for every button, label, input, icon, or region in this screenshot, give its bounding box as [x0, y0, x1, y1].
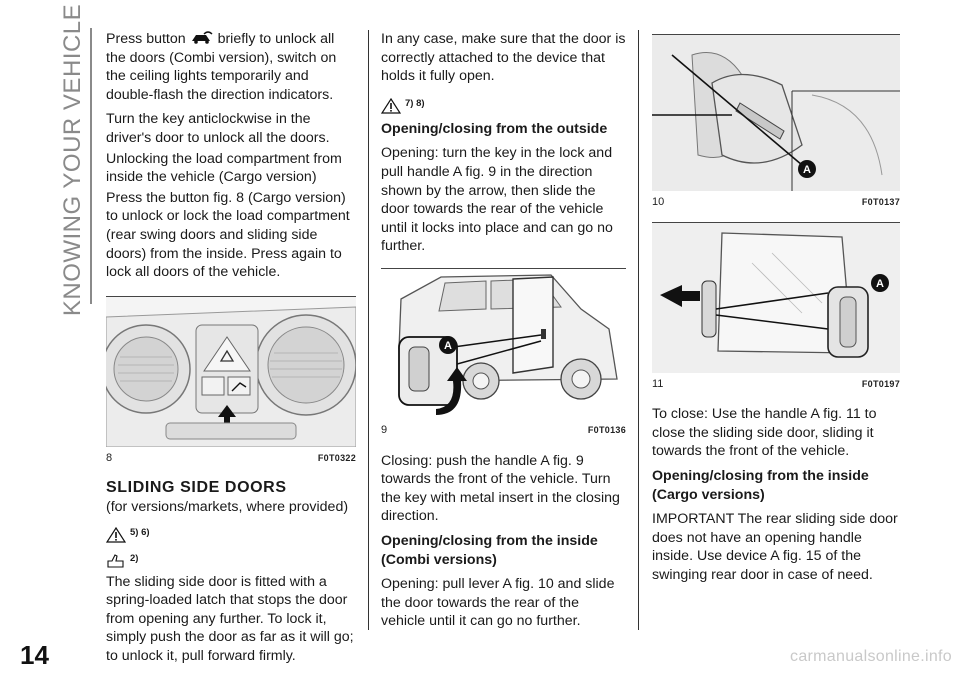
- heading-note: (for versions/markets, where provided): [106, 498, 349, 515]
- info-hand-icon: [106, 553, 126, 569]
- section-title: [56, 3, 90, 317]
- column-2: [381, 30, 626, 637]
- callout-a: A: [803, 164, 811, 176]
- figure-caption: [106, 449, 356, 468]
- column-divider: [368, 30, 369, 630]
- paragraph: Opening: pull lever A fig. 10 and slide the door towards the rear of the vehicle until it can go no further.: [381, 576, 615, 630]
- paragraph: Turn the key anticlockwise in the driver's door to unlock all the doors.: [106, 111, 330, 146]
- watermark: carmanualsonline.info: [790, 648, 952, 665]
- section-title-text: KNOWING YOUR VEHICLE: [59, 3, 86, 317]
- callout-a: A: [444, 339, 452, 352]
- figure-number: 8: [106, 451, 113, 464]
- interior-lever-illustration: [652, 35, 900, 191]
- page-number: 14: [20, 640, 49, 670]
- figure-10: [652, 34, 900, 212]
- figure-number: 10: [652, 196, 665, 208]
- sliding-door-handle-illustration: [652, 223, 900, 373]
- warning-ref-text: 7) 8): [405, 98, 425, 110]
- warning-reference: [106, 547, 356, 569]
- dashboard-vents-illustration: [106, 297, 356, 447]
- paragraph: Press the button fig. 8 (Cargo version) to unlock or lock the load compartment (rear swing doors and sliding side doors) from the inside. Press again to lock all doors of the vehicle.: [106, 189, 350, 281]
- key-unlock-icon: [190, 31, 214, 44]
- figure-11: [652, 222, 900, 394]
- figure-code: F0T0136: [587, 424, 626, 435]
- figure-9: [381, 268, 626, 440]
- paragraph: [106, 30, 356, 104]
- column-3: [652, 30, 900, 591]
- figure-code: F0T0197: [861, 378, 900, 389]
- warning-ref-text: 2): [130, 552, 139, 564]
- paragraph-text: briefly to unlock all the doors (Combi version), switch on the ceiling lights temporarily and double-flash the direction indicators.: [106, 31, 337, 103]
- paragraph-text: Press button: [106, 31, 190, 47]
- warning-triangle-icon: [106, 527, 126, 543]
- paragraph: Opening: turn the key in the lock and pull handle A fig. 9 in the direction shown by the arrow, then slide the door towards the rear of the vehicle until it locks into place and can go no further.: [381, 145, 613, 255]
- figure-caption: [381, 421, 626, 440]
- section-rule: [90, 28, 92, 304]
- subheading: Opening/closing from the inside (Cargo versions): [652, 467, 869, 503]
- van-side-door-illustration: [381, 269, 626, 419]
- subheading: Opening/closing from the outside: [381, 120, 608, 137]
- paragraph: In any case, make sure that the door is correctly attached to the device that holds it fully open.: [381, 31, 626, 85]
- figure-8: [106, 296, 356, 468]
- paragraph: Closing: push the handle A fig. 9 towards the front of the vehicle. Turn the key with metal insert in the closing direction.: [381, 452, 620, 525]
- figure-code: F0T0322: [317, 452, 356, 463]
- column-divider: [638, 30, 639, 630]
- figure-caption: [652, 193, 900, 212]
- warning-triangle-icon: [381, 98, 401, 114]
- paragraph: IMPORTANT The rear sliding side door does not have an opening handle inside. Use device A fig. 15 of the swinging rear door in case of need.: [652, 511, 898, 583]
- paragraph: The sliding side door is fitted with a spring-loaded latch that stops the door from opening any further. To lock it, simply push the door as far as it will go; to unlock it, pull forward firmly.: [106, 573, 354, 664]
- warning-ref-text: 5) 6): [130, 526, 150, 538]
- section-heading: SLIDING SIDE DOORS: [106, 479, 287, 497]
- callout-a: A: [876, 277, 884, 290]
- warning-reference: [381, 92, 626, 114]
- figure-caption: [652, 375, 900, 394]
- warning-reference: [106, 521, 356, 543]
- figure-number: 11: [652, 377, 664, 390]
- figure-number: 9: [381, 423, 388, 436]
- paragraph: To close: Use the handle A fig. 11 to close the sliding side door, sliding it towards the front of the vehicle.: [652, 406, 877, 460]
- subheading: Opening/closing from the inside (Combi versions): [381, 532, 598, 568]
- figure-code: F0T0137: [861, 197, 900, 207]
- paragraph: Unlocking the load compartment from inside the vehicle (Cargo version): [106, 150, 342, 186]
- column-1: [106, 30, 356, 671]
